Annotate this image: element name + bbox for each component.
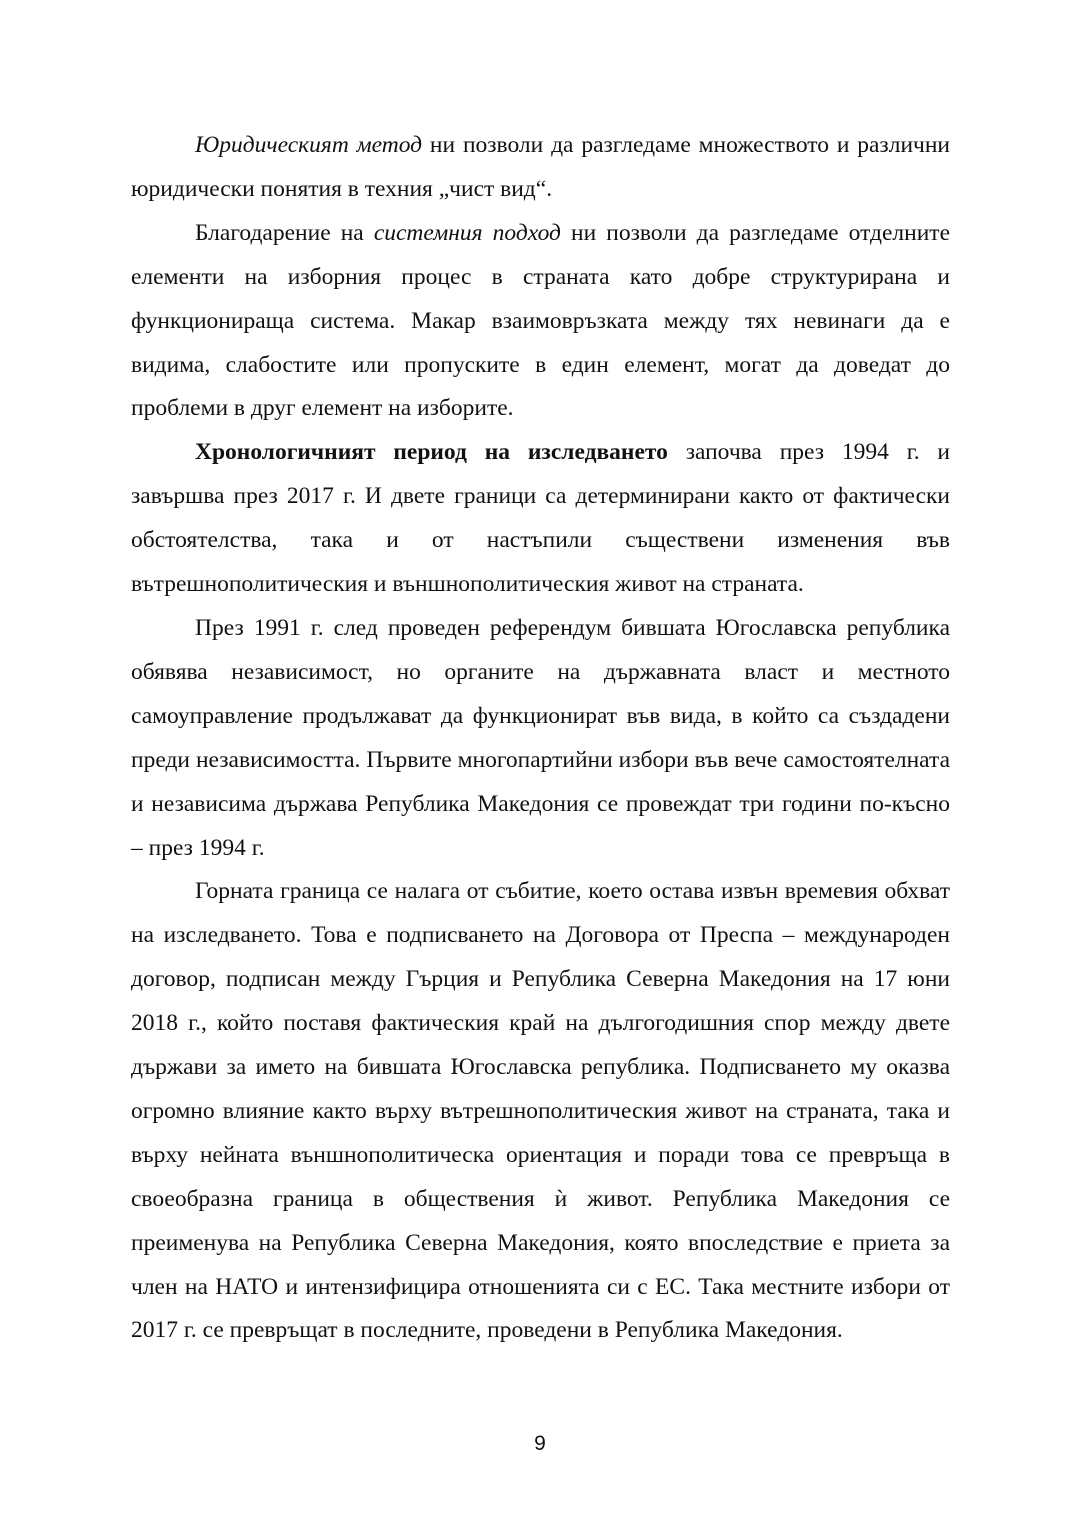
paragraph-chronological-period [131, 431, 950, 607]
paragraph-text: започва през 1994 г. и завършва през 2017 г. И двете граници са детерминирани както от фактически обстоятелства, така и от настъпили съществени изменения във вътрешнополитическия и външнополитическия живот на страната. [131, 439, 950, 598]
document-body [131, 124, 950, 1353]
paragraph-text: ни позволи да разгледаме множеството и различни юридически понятия в техния „чист вид“. [131, 132, 950, 202]
paragraph-independence-1991 [131, 607, 950, 870]
paragraph-systems-approach [131, 212, 950, 432]
page-number: 9 [534, 1432, 546, 1455]
italic-term-legal-method: Юридическият метод [195, 132, 423, 158]
italic-term-systems-approach: системния подход [373, 219, 561, 246]
paragraph-text: Горната граница се налага от събитие, което остава извън времевия обхват на изследването. Това е подписването на Договора от Преспа – международен договор, подписан между Гърция и Република Северна Македония на 17 юни 2018 г., който поставя фактическия край на дългогодишния спор между двете държави за името на бившата Югославска република. Подписването му оказва огромно влияние както върху вътрешнополитическия живот на страната, така и върху нейната външнополитическа ориентация и поради това се превръща в своеобразна граница в обществения ѝ живот. Република Македония се преименува на Република Северна Македония, която впоследствие е приета за член на НАТО и интензифицира отношенията си с ЕС. Така местните избори от 2017 г. се превръщат в последните, проведени в Република Македония. [131, 878, 950, 1344]
paragraph-text: Благодарение на [195, 219, 374, 246]
paragraph-legal-method [131, 124, 950, 212]
bold-term-chronological-period: Хронологичният период на изследването [195, 439, 668, 466]
paragraph-text: През 1991 г. след проведен референдум бившата Югославска република обявява независимост, но органите на държавната власт и местното самоуправление продължават да функционират във вида, в който са създадени преди независимостта. Първите многопартийни избори във вече самостоятелната и независима държава Република Македония се провеждат три години по-късно – през 1994 г. [131, 614, 950, 861]
paragraph-text: ни позволи да разгледаме отделните елементи на изборния процес в страната като добре структурирана и функционираща система. Макар взаимовръзката между тях невинаги да е видима, слабостите или пропуските в един елемент, могат да доведат до проблеми в друг елемент на изборите. [131, 219, 951, 422]
paragraph-prespa-agreement [131, 870, 950, 1353]
